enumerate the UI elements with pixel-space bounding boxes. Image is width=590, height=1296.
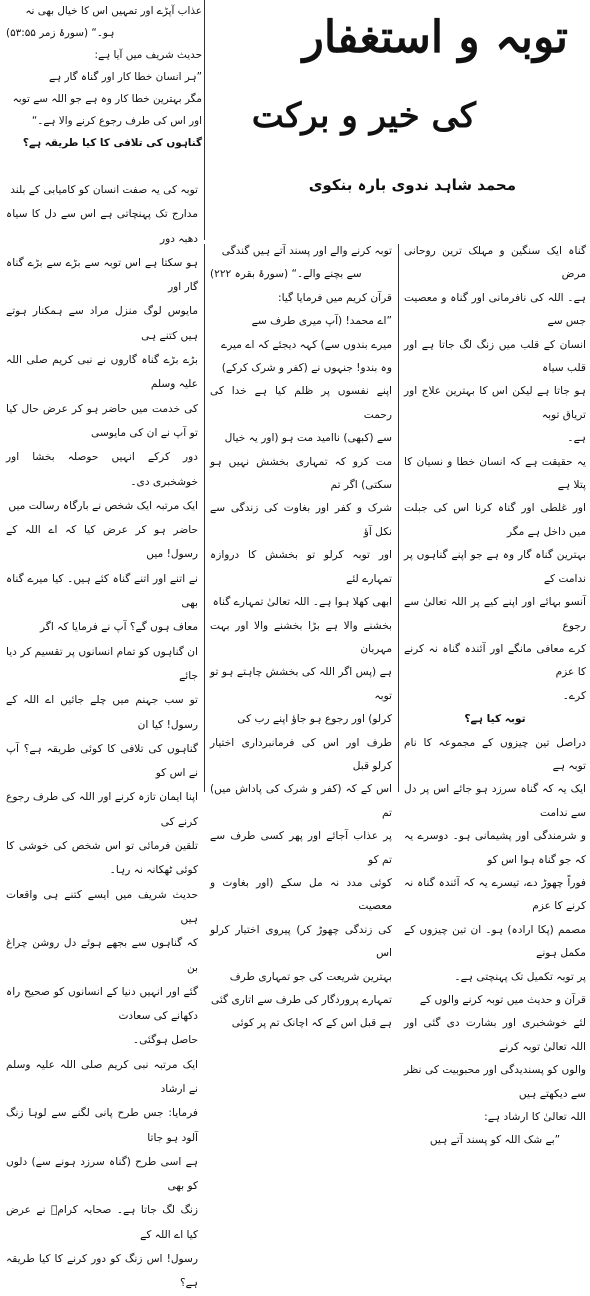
paragraph-line: تمہارے پروردگار کی طرف سے اتاری گئی (211, 994, 392, 1006)
article-subtitle: کی خیر و برکت (251, 96, 476, 136)
paragraph-line: ہے قبل اس کے کہ اچانک تم پر کوئی (231, 1017, 392, 1030)
section-heading: توبہ کیا ہے؟ (464, 713, 526, 726)
paragraph-line: اپنے نفسوں پر ظلم کیا ہے خدا کی رحمت (210, 385, 392, 421)
paragraph-line: عذاب آپڑے اور تمہیں اس کا خیال بھی نہ (25, 5, 202, 17)
column-divider (204, 244, 205, 792)
top-left-column (6, 0, 202, 154)
paragraph-line: اور اس کی طرف رجوع کرنے والا ہے۔“ (31, 115, 202, 127)
paragraph-line: اور غلطی اور گناہ کرنا اس کی جبلت میں داخل ہے مگر (404, 502, 586, 538)
article-header (208, 4, 586, 238)
verse-reference: ہو۔“ (سورۂ زمر ۵۳:۵۵) (6, 27, 115, 39)
paragraph-line: یہ حقیقت ہے کہ انسان خطا و نسیان کا پتلا ہے (404, 455, 586, 492)
paragraph-line: کرے۔ (562, 689, 586, 702)
paragraph-line: دراصل تین چیزوں کے مجموعہ کا نام توبہ ہے (404, 736, 586, 772)
paragraph-line: لئے خوشخبری اور بشارت دی گئی اور اللہ تعالیٰ توبہ کرنے (404, 1017, 586, 1053)
paragraph-line: گناہوں کی تلافی کا کوئی طریقہ ہے؟ آپ نے اس کو (6, 742, 198, 780)
paragraph-line: کہ گناہوں سے بجھے ہوئے دل روشن چراغ بن (6, 937, 198, 974)
paragraph-line: نے اتنے اور اتنے گناہ کئے ہیں۔ کیا میرے گناہ بھی (6, 572, 198, 610)
left-column (6, 178, 198, 1296)
paragraph-line: ان گناہوں کو تمام انسانوں پر تقسیم کر دیا جائے (6, 645, 198, 682)
paragraph-line: مدارج تک پہنچاتی ہے اس سے دل کا سیاہ دھبہ دور (6, 208, 198, 245)
paragraph-line: ایک مرتبہ نبی کریم صلی اللہ علیہ وسلم نے ارشاد (6, 1058, 198, 1095)
verse-reference: سے بچنے والے۔“ (سورۂ بقرہ ۲۲۲) (210, 268, 362, 281)
paragraph-line: تلقین فرمائی تو اس شخص کی خوشی کا کوئی ٹھکانہ نہ رہا۔ (6, 840, 198, 877)
paragraph-line: ہے (پس اگر اللہ کی بخشش چاہتے ہو تو توبہ (210, 666, 392, 702)
paragraph-line: مصمم (پکا ارادہ) ہو۔ ان تین چیزوں کے مکمل ہونے (404, 923, 586, 960)
paragraph-line: حاضر ہو کر عرض کیا کہ اے اللہ کے رسول! میں (6, 524, 198, 561)
paragraph-line: بہترین شریعت کی جو تمہاری طرف (229, 970, 392, 983)
paragraph-line: انسان کے قلب میں زنگ لگ جاتا ہے اور قلب سیاہ (404, 338, 586, 375)
paragraph-line: وہ بندو! جنہوں نے (کفر و شرک کرکے) (221, 362, 392, 375)
right-column (404, 240, 586, 1153)
paragraph-line: ”ہر انسان خطا کار اور گناہ گار ہے (49, 71, 202, 83)
paragraph-line: بہترین گناہ گار وہ ہے جو اپنے گناہوں پر ندامت کے (404, 549, 586, 585)
paragraph-line: ”بے شک اللہ کو پسند آتے ہیں (429, 1134, 561, 1147)
paragraph-line: ہو جاتا ہے لیکن اس کا بہترین علاج اور تریاق توبہ (404, 385, 586, 421)
paragraph-line: حاصل ہوگئی۔ (132, 1034, 198, 1047)
paragraph-line: مگر بہترین خطا کار وہ ہے جو اللہ سے توبہ (12, 93, 202, 105)
paragraph-line: دور کرکے انہیں حوصلہ بخشا اور خوشخبری دی۔ (6, 451, 198, 488)
paragraph-line: مت کرو کہ تمہاری بخشش نہیں ہو سکتی) اگر تم (210, 455, 392, 492)
paragraph-line: ایک یہ کہ گناہ سرزد ہو جائے اس پر دل سے ندامت (404, 783, 586, 819)
paragraph-line: ہے۔ (567, 432, 586, 445)
paragraph-line: کرلو) اور رجوع ہو جاؤ اپنے رب کی (237, 713, 392, 726)
paragraph-line: گئے اور انہیں دنیا کے انسانوں کو صحیح راہ دکھانے کی سعادت (6, 985, 198, 1023)
paragraph-line: حدیث شریف میں آیا ہے: (94, 49, 202, 61)
paragraph-line: کی زندگی چھوڑ کر) پیروی اختیار کرلو اس (210, 923, 392, 960)
paragraph-line: اللہ تعالیٰ کا ارشاد ہے: (484, 1111, 586, 1124)
middle-column (210, 240, 392, 1036)
article-author: محمد شاہد ندوی بارہ بنکوی (308, 176, 516, 194)
paragraph-line: و شرمندگی اور پشیمانی ہو۔ دوسرے یہ کہ جو گناہ ہوا اس کو (404, 830, 586, 866)
paragraph-line: کی خدمت میں حاضر ہو کر عرض حال کیا تو آپ نے ان کی مایوسی (6, 402, 198, 439)
paragraph-line: قرآن و حدیث میں توبہ کرنے والوں کے (419, 994, 586, 1006)
paragraph-line: رسول! اس زنگ کو دور کرنے کا کیا طریقہ ہے؟ (6, 1253, 198, 1290)
paragraph-line: ابھی کھلا ہوا ہے۔ اللہ تعالیٰ تمہارے گناہ (212, 596, 392, 609)
paragraph-line: والوں کو پسندیدگی اور محبوبیت کی نظر سے دیکھتے ہیں (404, 1064, 586, 1100)
paragraph-line: آنسو بہائے اور اپنے کیے پر اللہ تعالیٰ سے رجوع (404, 596, 586, 632)
paragraph-line: اپنا ایمان تازہ کرنے اور اللہ کی طرف رجوع کرنے کی (6, 791, 198, 828)
paragraph-line: طرف اور اس کی فرمانبرداری اختیار کرلو قبل (210, 736, 392, 772)
column-divider (204, 0, 205, 240)
paragraph-line: بخشنے والا ہے بڑا بخشنے والا اور بہت مہربان (210, 619, 392, 655)
paragraph-line: ہے اسی طرح (گناہ سرزد ہونے سے) دلوں کو بھی (6, 1155, 198, 1193)
article-title: توبہ و استغفار (302, 12, 568, 63)
paragraph-line: سے (کبھی) ناامید مت ہو (اور یہ خیال (224, 432, 392, 445)
paragraph-line: توبہ کی یہ صفت انسان کو کامیابی کے بلند (10, 184, 198, 196)
paragraph-line: کرے معافی مانگے اور آئندہ گناہ نہ کرنے کا عزم (404, 642, 586, 679)
paragraph-line: ”اے محمد! (آپ میری طرف سے (251, 315, 392, 328)
paragraph-line: بڑے بڑے گناہ گاروں نے نبی کریم صلی اللہ علیہ وسلم (6, 354, 198, 391)
paragraph-line: حدیث شریف میں ایسے کتنے ہی واقعات ہیں (6, 888, 198, 925)
paragraph-line: توبہ کرنے والے اور پسند آتے ہیں گندگی (221, 245, 392, 257)
paragraph-line: معاف ہوں گے؟ آپ نے فرمایا کہ اگر (39, 621, 198, 634)
section-heading: گناہوں کی تلافی کا کیا طریقہ ہے؟ (22, 137, 202, 149)
paragraph-line: پر عذاب آجائے اور پھر کسی طرف سے تم کو (210, 830, 392, 866)
paragraph-line: فرمایا: جس طرح پانی لگنے سے لوہا زنگ آلود ہو جاتا (6, 1107, 198, 1144)
paragraph-line: فوراً چھوڑ دے، تیسرے یہ کہ آئندہ گناہ نہ کرنے کا عزم (404, 876, 586, 913)
paragraph-line: مایوس لوگ منزل مراد سے ہمکنار ہوتے ہیں کتنے ہی (6, 305, 198, 342)
paragraph-line: گناہ ایک سنگین و مہلک ترین روحانی مرض (404, 245, 586, 281)
paragraph-line: اس کے کہ (کفر و شرک کی پاداش میں) تم (210, 783, 392, 819)
paragraph-line: شرک و کفر اور بغاوت کی زندگی سے نکل آؤ (210, 502, 392, 538)
paragraph-line: ہو سکتا ہے اس توبہ سے بڑے سے بڑے گناہ گار اور (6, 256, 198, 294)
paragraph-line: ایک مرتبہ ایک شخص نے بارگاہ رسالت میں (8, 499, 198, 512)
paragraph-line: پر توبہ تکمیل تک پہنچتی ہے۔ (454, 970, 586, 983)
paragraph-line: تو سب جہنم میں چلے جائیں اے اللہ کے رسول! کیا ان (6, 694, 198, 731)
paragraph-line: کوئی مدد نہ مل سکے (اور بغاوت و معصیت (210, 876, 392, 913)
paragraph-line: قرآن کریم میں فرمایا گیا: (278, 291, 392, 304)
column-divider (398, 244, 399, 792)
paragraph-line: زنگ لگ جاتا ہے۔ صحابہ کرامؓ نے عرض کیا اے اللہ کے (6, 1204, 198, 1241)
paragraph-line: میرے بندوں سے) کہہ دیجئے کہ اے میرے (220, 338, 392, 351)
paragraph-line: ہے۔ اللہ کی نافرمانی اور گناہ و معصیت جس سے (404, 291, 586, 328)
paragraph-line: اور توبہ کرلو تو بخشش کا دروازہ تمہارے لئے (210, 549, 392, 585)
